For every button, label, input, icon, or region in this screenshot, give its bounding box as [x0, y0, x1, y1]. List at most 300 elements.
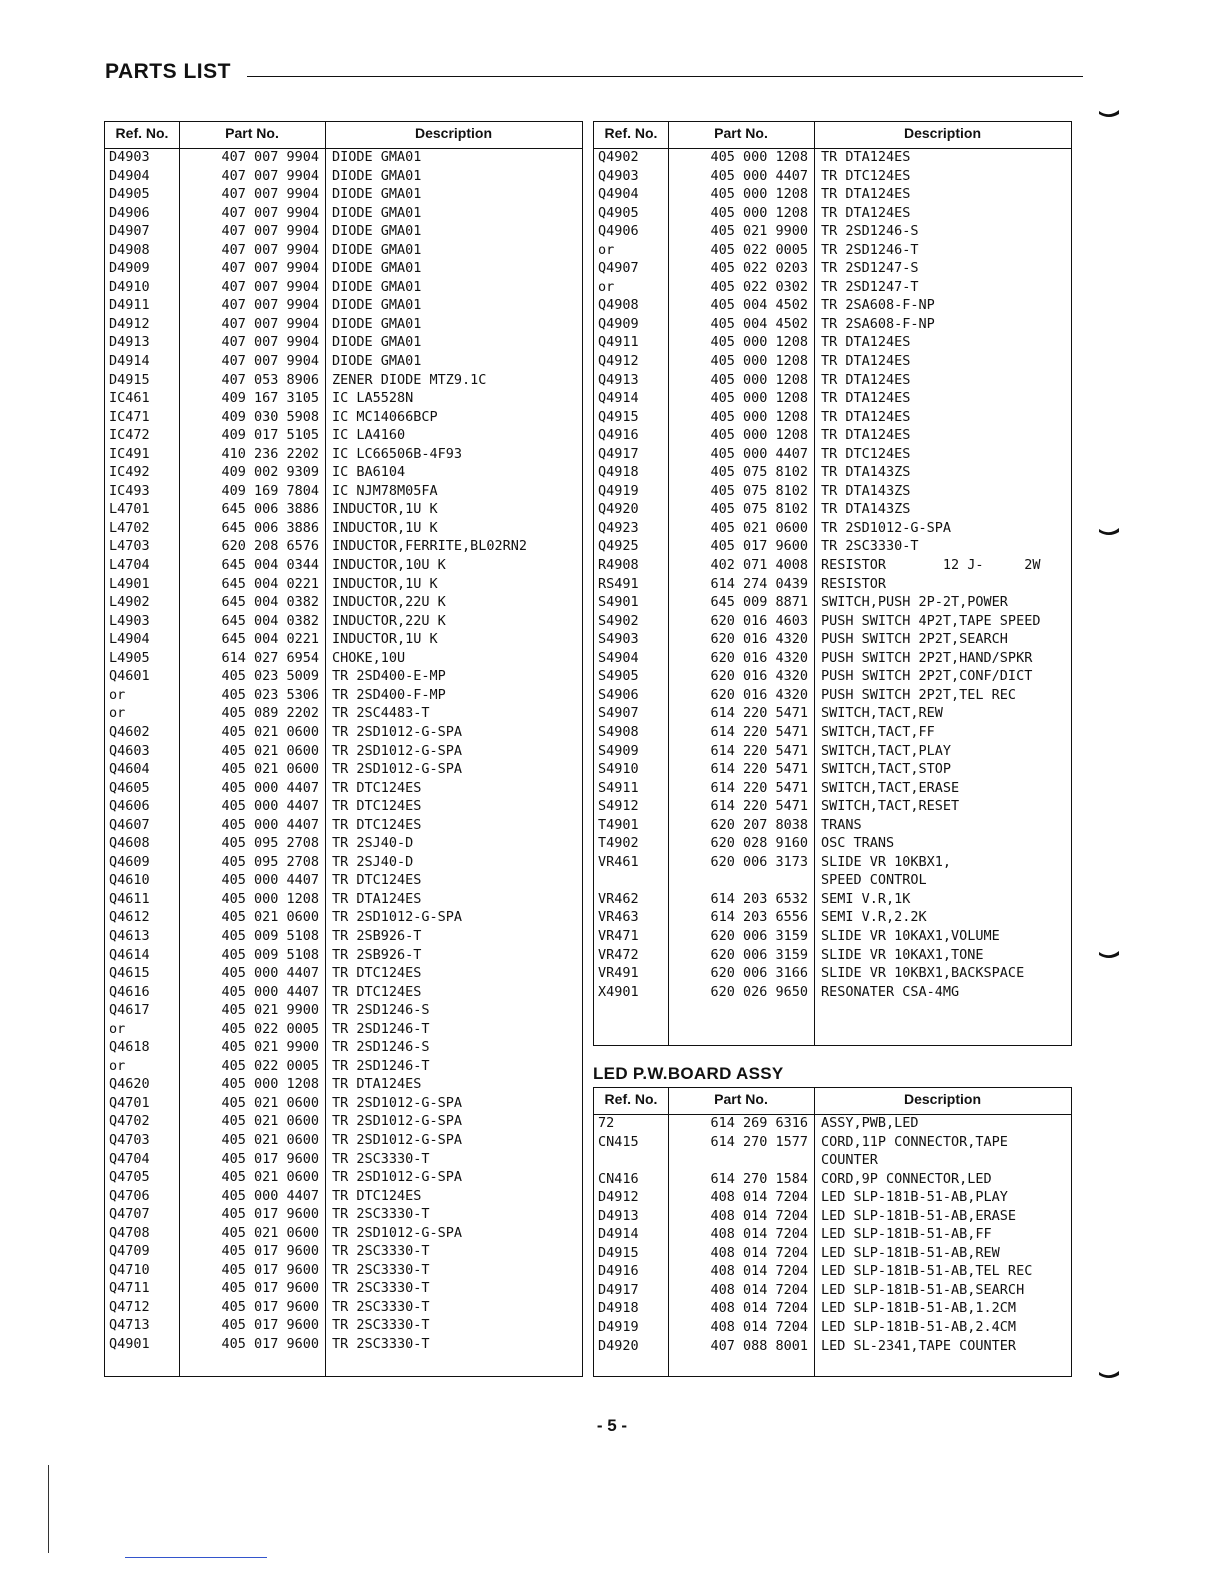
part-no-cell: 620 028 9160 [710, 835, 808, 852]
ref-no-cell: Q4701 [109, 1094, 150, 1111]
table-row [594, 908, 1071, 927]
part-no-cell: 620 016 4320 [710, 668, 808, 685]
table-row [594, 723, 1071, 742]
title-rule [247, 76, 1083, 77]
description-line: RESISTOR 12 J- 2W [821, 557, 1041, 574]
description-line: DIODE GMA01 [332, 353, 422, 370]
description-cell [332, 853, 413, 872]
description-line: SWITCH,TACT,REW [821, 705, 943, 722]
description-cell [332, 742, 462, 761]
description-line: SWITCH,PUSH 2P-2T,POWER [821, 594, 1008, 611]
part-no-cell: 407 007 9904 [221, 167, 319, 184]
table-row [105, 1150, 582, 1169]
table-row [105, 445, 582, 464]
part-no-cell: 614 220 5471 [710, 705, 808, 722]
part-no-cell: 405 021 0600 [221, 723, 319, 740]
description-cell [821, 779, 959, 798]
table-row [105, 482, 582, 501]
part-no-cell: 405 017 9600 [221, 1261, 319, 1278]
part-no-cell: 614 027 6954 [221, 649, 319, 666]
part-no-cell: 614 220 5471 [710, 761, 808, 778]
description-cell [821, 426, 910, 445]
part-no-cell: 405 017 9600 [221, 1206, 319, 1223]
description-line: LED SLP-181B-51-AB,1.2CM [821, 1300, 1017, 1317]
part-no-cell: 620 006 3159 [710, 927, 808, 944]
description-line: INDUCTOR,1U K [332, 575, 438, 592]
description-line: TR 2SD1246-T [332, 1020, 430, 1037]
table-row [105, 742, 582, 761]
ref-no-cell: Q4612 [109, 909, 150, 926]
ref-no-cell: Q4607 [109, 816, 150, 833]
table-row [594, 760, 1071, 779]
ref-no-cell: S4912 [598, 798, 639, 815]
part-no-cell: 645 004 0221 [221, 631, 319, 648]
description-cell [332, 482, 438, 501]
description-line: SLIDE VR 10KBX1,BACKSPACE [821, 965, 1025, 982]
table-row [105, 463, 582, 482]
description-line: LED SLP-181B-51-AB,TEL REC [821, 1263, 1033, 1280]
ref-no-cell: IC493 [109, 482, 150, 499]
description-line: COUNTER [821, 1152, 878, 1169]
part-no-cell: 407 007 9904 [221, 186, 319, 203]
part-no-cell: 620 026 9650 [710, 983, 808, 1000]
table-row [105, 1187, 582, 1206]
description-line: TR 2SC3330-T [821, 538, 919, 555]
ref-no-cell: D4917 [598, 1281, 639, 1298]
description-line: TR DTA124ES [821, 371, 911, 388]
description-line: PUSH SWITCH 2P2T,SEARCH [821, 631, 1008, 648]
description-line: TR DTA124ES [332, 1076, 422, 1093]
part-no-cell: 614 220 5471 [710, 723, 808, 740]
description-cell [332, 1112, 462, 1131]
ref-no-cell: Q4923 [598, 519, 639, 536]
part-no-cell: 405 095 2708 [221, 835, 319, 852]
description-line: SEMI V.R,2.2K [821, 909, 927, 926]
description-line: DIODE GMA01 [332, 260, 422, 277]
description-cell [332, 500, 438, 519]
part-no-cell: 614 220 5471 [710, 742, 808, 759]
ref-no-cell: CN415 [598, 1133, 639, 1150]
part-no-cell: 405 089 2202 [221, 705, 319, 722]
ref-no-cell: Q4705 [109, 1169, 150, 1186]
description-line: ZENER DIODE MTZ9.1C [332, 371, 487, 388]
description-cell [821, 1337, 1016, 1356]
table-row [594, 797, 1071, 816]
table-row [594, 463, 1071, 482]
description-line: LED SLP-181B-51-AB,ERASE [821, 1207, 1017, 1224]
part-no-cell: 405 017 9600 [221, 1298, 319, 1315]
description-line: SWITCH,TACT,FF [821, 723, 935, 740]
ref-no-cell: IC461 [109, 390, 150, 407]
description-line: PUSH SWITCH 2P2T,CONF/DICT [821, 668, 1033, 685]
part-no-cell: 408 014 7204 [710, 1300, 808, 1317]
part-no-cell: 407 007 9904 [221, 315, 319, 332]
part-no-cell: 405 000 1208 [710, 390, 808, 407]
description-line: TR 2SD1246-T [332, 1057, 430, 1074]
description-line: TR 2SD1012-G-SPA [332, 1113, 463, 1130]
description-cell [332, 463, 405, 482]
ref-no-cell: L4704 [109, 557, 150, 574]
page-number: - 5 - [596, 1416, 628, 1435]
description-cell [821, 1225, 992, 1244]
description-line: SWITCH,TACT,ERASE [821, 779, 960, 796]
table-row [594, 389, 1071, 408]
ref-no-cell: Q4614 [109, 946, 150, 963]
description-line: TR 2SA608-F-NP [821, 297, 935, 314]
description-line: DIODE GMA01 [332, 278, 422, 295]
description-cell [821, 445, 910, 464]
table-row [105, 1112, 582, 1131]
description-line: INDUCTOR,FERRITE,BL02RN2 [332, 538, 528, 555]
table-row [594, 500, 1071, 519]
table-row [105, 1335, 582, 1354]
table-header [105, 122, 582, 149]
description-line: TR 2SD1012-G-SPA [332, 1224, 463, 1241]
description-line: TR DTC124ES [332, 965, 422, 982]
part-no-cell: 645 004 0221 [221, 575, 319, 592]
description-cell [332, 630, 438, 649]
description-cell [821, 834, 894, 853]
table-row [105, 890, 582, 909]
ref-no-cell: S4902 [598, 612, 639, 629]
ref-no-cell: VR471 [598, 927, 639, 944]
table-row [105, 1038, 582, 1057]
part-no-cell: 408 014 7204 [710, 1226, 808, 1243]
table-row [105, 148, 582, 167]
table-row [105, 1224, 582, 1243]
description-line: TR DTC124ES [332, 816, 422, 833]
description-cell [332, 1279, 430, 1298]
description-cell [821, 500, 910, 519]
description-cell [332, 1001, 430, 1020]
table-row [594, 315, 1071, 334]
part-no-cell: 405 000 4407 [221, 798, 319, 815]
part-no-cell: 405 000 1208 [710, 408, 808, 425]
ref-no-cell: IC491 [109, 445, 150, 462]
description-cell [332, 1187, 421, 1206]
ref-no-cell: S4907 [598, 705, 639, 722]
ref-no-cell: D4914 [598, 1226, 639, 1243]
description-line: TRANS [821, 816, 862, 833]
description-cell [332, 1261, 430, 1280]
ref-no-cell: S4906 [598, 686, 639, 703]
part-no-cell: 407 007 9904 [221, 223, 319, 240]
table-row [105, 723, 582, 742]
description-cell [821, 389, 910, 408]
description-line: TR 2SD1246-S [332, 1039, 430, 1056]
description-cell [332, 983, 421, 1002]
description-cell [821, 908, 927, 927]
table-row [105, 797, 582, 816]
part-no-cell: 645 004 0382 [221, 612, 319, 629]
header-ref-no: Ref. No. [604, 1091, 658, 1107]
description-line: TR DTC124ES [332, 872, 422, 889]
ref-no-cell: D4906 [109, 204, 150, 221]
description-line: TR 2SC3330-T [332, 1317, 430, 1334]
description-cell [332, 612, 446, 631]
ref-no-cell: Q4909 [598, 315, 639, 332]
table-row [105, 1057, 582, 1076]
part-no-cell: 405 021 0600 [221, 761, 319, 778]
part-no-cell: 620 006 3159 [710, 946, 808, 963]
description-cell [821, 946, 984, 965]
ref-no-cell: Q4708 [109, 1224, 150, 1241]
table-row [105, 834, 582, 853]
description-cell [821, 816, 862, 835]
ref-no-cell: Q4712 [109, 1298, 150, 1315]
description-cell [821, 556, 1040, 575]
description-line: DIODE GMA01 [332, 223, 422, 240]
description-cell [332, 1205, 430, 1224]
description-line: TR 2SD1246-S [332, 1002, 430, 1019]
ref-no-cell: or [598, 278, 615, 295]
ref-no-cell: Q4617 [109, 1002, 150, 1019]
part-no-cell: 405 000 4407 [221, 1187, 319, 1204]
table-row [105, 760, 582, 779]
header-description: Description [414, 125, 492, 141]
part-no-cell: 407 007 9904 [221, 204, 319, 221]
description-cell [332, 816, 421, 835]
table-row [594, 1299, 1071, 1318]
part-no-cell: 405 000 4407 [221, 779, 319, 796]
header-description: Description [903, 1091, 981, 1107]
table-row [105, 389, 582, 408]
edge-mark [1098, 109, 1120, 119]
description-cell [821, 630, 1008, 649]
part-no-cell: 405 021 0600 [221, 909, 319, 926]
table-row [594, 686, 1071, 705]
description-line: TR 2SD1012-G-SPA [332, 742, 463, 759]
description-line: TR DTC124ES [821, 445, 911, 462]
ref-no-cell: T4901 [598, 816, 639, 833]
description-cell [332, 204, 421, 223]
ref-no-cell: Q4618 [109, 1039, 150, 1056]
table-row [594, 241, 1071, 260]
description-line: RESONATER CSA-4MG [821, 983, 960, 1000]
edge-mark [1098, 527, 1120, 537]
table-row [105, 1075, 582, 1094]
description-line: CHOKE,10U [332, 649, 406, 666]
ref-no-cell: Q4908 [598, 297, 639, 314]
header-ref-no: Ref. No. [604, 125, 658, 141]
ref-no-cell: Q4710 [109, 1261, 150, 1278]
table-row [594, 704, 1071, 723]
ref-no-cell: Q4620 [109, 1076, 150, 1093]
description-cell [332, 1335, 430, 1354]
description-cell [332, 964, 421, 983]
description-cell [821, 333, 910, 352]
ref-no-cell: D4905 [109, 186, 150, 203]
ref-no-cell: Q4711 [109, 1280, 150, 1297]
part-no-cell: 405 023 5306 [221, 686, 319, 703]
part-no-cell: 405 017 9600 [221, 1336, 319, 1352]
ref-no-cell: Q4604 [109, 761, 150, 778]
part-no-cell: 405 017 9600 [221, 1150, 319, 1167]
description-line: LED SLP-181B-51-AB,REW [821, 1244, 1000, 1261]
table-row [594, 352, 1071, 371]
table-row [105, 871, 582, 890]
part-no-cell: 409 002 9309 [221, 464, 319, 481]
description-line: TR 2SD1012-G-SPA [332, 723, 463, 740]
table-row [105, 241, 582, 260]
description-line: SLIDE VR 10KBX1, [821, 853, 952, 870]
table-row [594, 426, 1071, 445]
description-line: TR DTA143ZS [821, 464, 911, 481]
description-line: LED SL-2341,TAPE COUNTER [821, 1337, 1017, 1354]
description-line: INDUCTOR,1U K [332, 519, 438, 536]
part-no-cell: 620 006 3173 [710, 853, 808, 870]
ref-no-cell: RS491 [598, 575, 639, 592]
part-no-cell: 407 007 9904 [221, 353, 319, 370]
description-cell [332, 1094, 462, 1113]
description-line: DIODE GMA01 [332, 149, 422, 165]
ref-no-cell: S4909 [598, 742, 639, 759]
table-row [105, 1242, 582, 1261]
ref-no-cell: Q4903 [598, 167, 639, 184]
description-line: INDUCTOR,22U K [332, 594, 446, 611]
ref-no-cell: D4918 [598, 1300, 639, 1317]
description-line: TR 2SD1012-G-SPA [332, 761, 463, 778]
part-no-cell: 405 000 1208 [710, 186, 808, 203]
part-no-cell: 405 000 4407 [221, 965, 319, 982]
part-no-cell: 405 021 9900 [710, 223, 808, 240]
table-row [594, 556, 1071, 575]
ref-no-cell: D4913 [598, 1207, 639, 1224]
part-no-cell: 614 270 1577 [710, 1133, 808, 1150]
part-no-cell: 405 017 9600 [221, 1280, 319, 1297]
ref-no-cell: D4916 [598, 1263, 639, 1280]
description-cell [821, 148, 910, 167]
table-row [594, 612, 1071, 631]
description-line: LED SLP-181B-51-AB,2.4CM [821, 1319, 1017, 1336]
part-no-cell: 405 021 0600 [221, 1224, 319, 1241]
part-no-cell: 405 022 0005 [221, 1057, 319, 1074]
part-no-cell: 408 014 7204 [710, 1207, 808, 1224]
table-row [594, 779, 1071, 798]
part-no-cell: 405 000 1208 [710, 149, 808, 165]
table-row [594, 1133, 1071, 1170]
part-no-cell: 408 014 7204 [710, 1189, 808, 1206]
ref-no-cell: Q4925 [598, 538, 639, 555]
table-row [105, 1316, 582, 1335]
description-cell [332, 649, 405, 668]
table-row [594, 204, 1071, 223]
part-no-cell: 405 075 8102 [710, 482, 808, 499]
table-row [594, 593, 1071, 612]
ref-no-cell: D4912 [598, 1189, 639, 1206]
table-row [105, 927, 582, 946]
description-cell [332, 352, 421, 371]
part-no-cell: 405 000 1208 [710, 371, 808, 388]
ref-no-cell: Q4704 [109, 1150, 150, 1167]
description-line: DIODE GMA01 [332, 204, 422, 221]
description-line: CORD,11P CONNECTOR,TAPE [821, 1133, 1008, 1150]
ref-no-cell: L4701 [109, 501, 150, 518]
part-no-cell: 405 021 0600 [221, 1131, 319, 1148]
ref-no-cell: IC471 [109, 408, 150, 425]
description-cell [821, 667, 1032, 686]
table-row [594, 1262, 1071, 1281]
table-row [105, 352, 582, 371]
table-row [594, 630, 1071, 649]
description-cell [821, 204, 910, 223]
part-no-cell: 407 007 9904 [221, 297, 319, 314]
table-row [105, 686, 582, 705]
description-cell [332, 1224, 462, 1243]
led-board-table [593, 1087, 1072, 1377]
description-cell [821, 612, 1040, 631]
part-no-cell: 405 000 1208 [710, 353, 808, 370]
description-cell [332, 908, 462, 927]
description-cell [821, 278, 919, 297]
table-header [594, 1088, 1071, 1115]
ref-no-cell: T4902 [598, 835, 639, 852]
table-row [594, 259, 1071, 278]
ref-no-cell: D4913 [109, 334, 150, 351]
table-row [594, 1225, 1071, 1244]
description-line: CORD,9P CONNECTOR,LED [821, 1170, 992, 1187]
ref-no-cell: Q4902 [598, 149, 639, 165]
ref-no-cell: Q4918 [598, 464, 639, 481]
part-no-cell: 405 017 9600 [710, 538, 808, 555]
description-line: SEMI V.R,1K [821, 890, 911, 907]
page-title: PARTS LIST [105, 60, 231, 83]
part-no-cell: 409 169 7804 [221, 482, 319, 499]
ref-no-cell: Q4609 [109, 853, 150, 870]
ref-no-cell: Q4709 [109, 1243, 150, 1260]
table-row [105, 1298, 582, 1317]
table-row [594, 742, 1071, 761]
description-cell [332, 296, 421, 315]
ref-no-cell: L4702 [109, 519, 150, 536]
description-cell [332, 890, 421, 909]
section-subtitle: LED P.W.BOARD ASSY [593, 1064, 784, 1083]
part-no-cell: 405 017 9600 [221, 1317, 319, 1334]
table-header [594, 122, 1071, 149]
description-cell [332, 871, 421, 890]
description-line: TR DTA124ES [821, 427, 911, 444]
table-row [594, 278, 1071, 297]
ref-no-cell: Q4901 [109, 1336, 150, 1352]
ref-no-cell: Q4707 [109, 1206, 150, 1223]
description-cell [332, 389, 413, 408]
table-row [105, 222, 582, 241]
description-line: TR DTC124ES [332, 779, 422, 796]
part-no-cell: 405 075 8102 [710, 501, 808, 518]
table-row [105, 1001, 582, 1020]
part-no-cell: 405 000 4407 [710, 445, 808, 462]
description-cell [821, 482, 910, 501]
description-cell [332, 167, 421, 186]
description-cell [332, 1057, 430, 1076]
description-line: TR 2SD1012-G-SPA [332, 1094, 463, 1111]
table-row [105, 1205, 582, 1224]
description-line: IC LA4160 [332, 427, 406, 444]
part-no-cell: 405 022 0302 [710, 278, 808, 295]
description-cell [821, 1170, 992, 1189]
description-cell [332, 704, 430, 723]
part-no-cell: 405 021 9900 [221, 1039, 319, 1056]
part-no-cell: 407 053 8906 [221, 371, 319, 388]
table-row [594, 148, 1071, 167]
description-line: INDUCTOR,22U K [332, 612, 446, 629]
table-row [105, 1168, 582, 1187]
description-cell [332, 667, 446, 686]
part-no-cell: 620 016 4603 [710, 612, 808, 629]
part-no-cell: 645 004 0344 [221, 557, 319, 574]
description-cell [821, 853, 951, 890]
part-no-cell: 407 007 9904 [221, 278, 319, 295]
